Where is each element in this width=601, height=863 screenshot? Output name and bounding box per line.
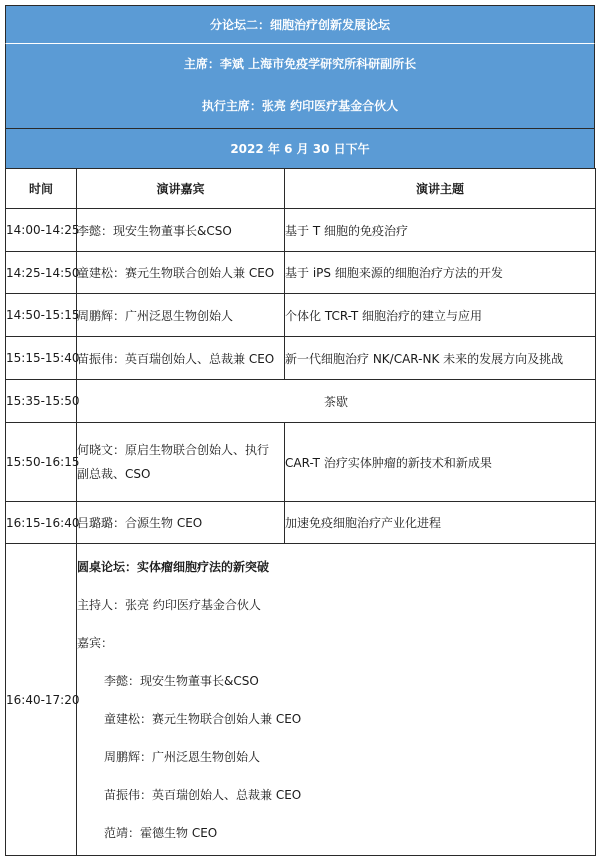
panel-guest: 李懿：现安生物董事长&CSO — [104, 674, 259, 688]
panel-guest: 范靖：霍德生物 CEO — [104, 826, 218, 840]
table-row — [6, 337, 596, 380]
row-speaker: 童建松：赛元生物联合创始人兼 CEO — [77, 252, 285, 294]
panel-host: 主持人：张亮 约印医疗基金合伙人 — [77, 598, 261, 612]
row-time: 15:15-15:40 — [6, 337, 77, 380]
panel-guest: 童建松：赛元生物联合创始人兼 CEO — [104, 712, 302, 726]
row-topic: 基于 iPS 细胞来源的细胞治疗方法的开发 — [285, 252, 596, 294]
row-speaker: 吕璐璐：合源生物 CEO — [77, 502, 285, 544]
chair-line: 主席：李斌 上海市免疫学研究所科研副所长 — [5, 43, 595, 84]
date-line: 2022 年 6 月 30 日下午 — [5, 128, 595, 168]
table-row — [6, 423, 596, 502]
speaker-line: 何晓文：原启生物联合创始人、执行 — [77, 443, 270, 457]
panel-details — [77, 544, 596, 856]
table-row — [6, 209, 596, 252]
row-time: 14:50-15:15 — [6, 294, 77, 337]
row-topic: 加速免疫细胞治疗产业化进程 — [285, 502, 596, 544]
break-label: 茶歇 — [77, 380, 596, 423]
panel-time: 16:40-17:20 — [6, 544, 77, 856]
table-row — [6, 502, 596, 544]
col-header-speaker: 演讲嘉宾 — [77, 169, 285, 209]
row-topic: CAR-T 治疗实体肿瘤的新技术和新成果 — [285, 423, 596, 502]
col-header-topic: 演讲主题 — [285, 169, 596, 209]
table-row — [6, 294, 596, 337]
forum-title: 分论坛二：细胞治疗创新发展论坛 — [5, 5, 595, 43]
speaker-line: 副总裁、CSO — [77, 467, 151, 481]
row-topic: 基于 T 细胞的免疫治疗 — [285, 209, 596, 252]
row-topic: 个体化 TCR-T 细胞治疗的建立与应用 — [285, 294, 596, 337]
table-row — [6, 252, 596, 294]
row-speaker: 周鹏辉：广州泛恩生物创始人 — [77, 294, 285, 337]
row-time: 16:15-16:40 — [6, 502, 77, 544]
row-time: 15:50-16:15 — [6, 423, 77, 502]
panel-title: 圆桌论坛：实体瘤细胞疗法的新突破 — [77, 560, 270, 574]
break-time: 15:35-15:50 — [6, 380, 77, 423]
agenda-sheet — [5, 5, 595, 856]
schedule-table — [5, 168, 596, 856]
panel-guest: 苗振伟：英百瑞创始人、总裁兼 CEO — [104, 788, 302, 802]
row-time: 14:25-14:50 — [6, 252, 77, 294]
panel-row — [6, 544, 596, 856]
row-speaker — [77, 423, 285, 502]
exec-chair-line: 执行主席：张亮 约印医疗基金合伙人 — [5, 84, 595, 128]
row-topic: 新一代细胞治疗 NK/CAR-NK 未来的发展方向及挑战 — [285, 337, 596, 380]
col-header-time: 时间 — [6, 169, 77, 209]
row-time: 14:00-14:25 — [6, 209, 77, 252]
header-row — [6, 169, 596, 209]
break-row — [6, 380, 596, 423]
row-speaker: 李懿：现安生物董事长&CSO — [77, 209, 285, 252]
panel-guest: 周鹏辉：广州泛恩生物创始人 — [104, 750, 261, 764]
row-speaker: 苗振伟：英百瑞创始人、总裁兼 CEO — [77, 337, 285, 380]
panel-guests-label: 嘉宾： — [77, 636, 114, 650]
